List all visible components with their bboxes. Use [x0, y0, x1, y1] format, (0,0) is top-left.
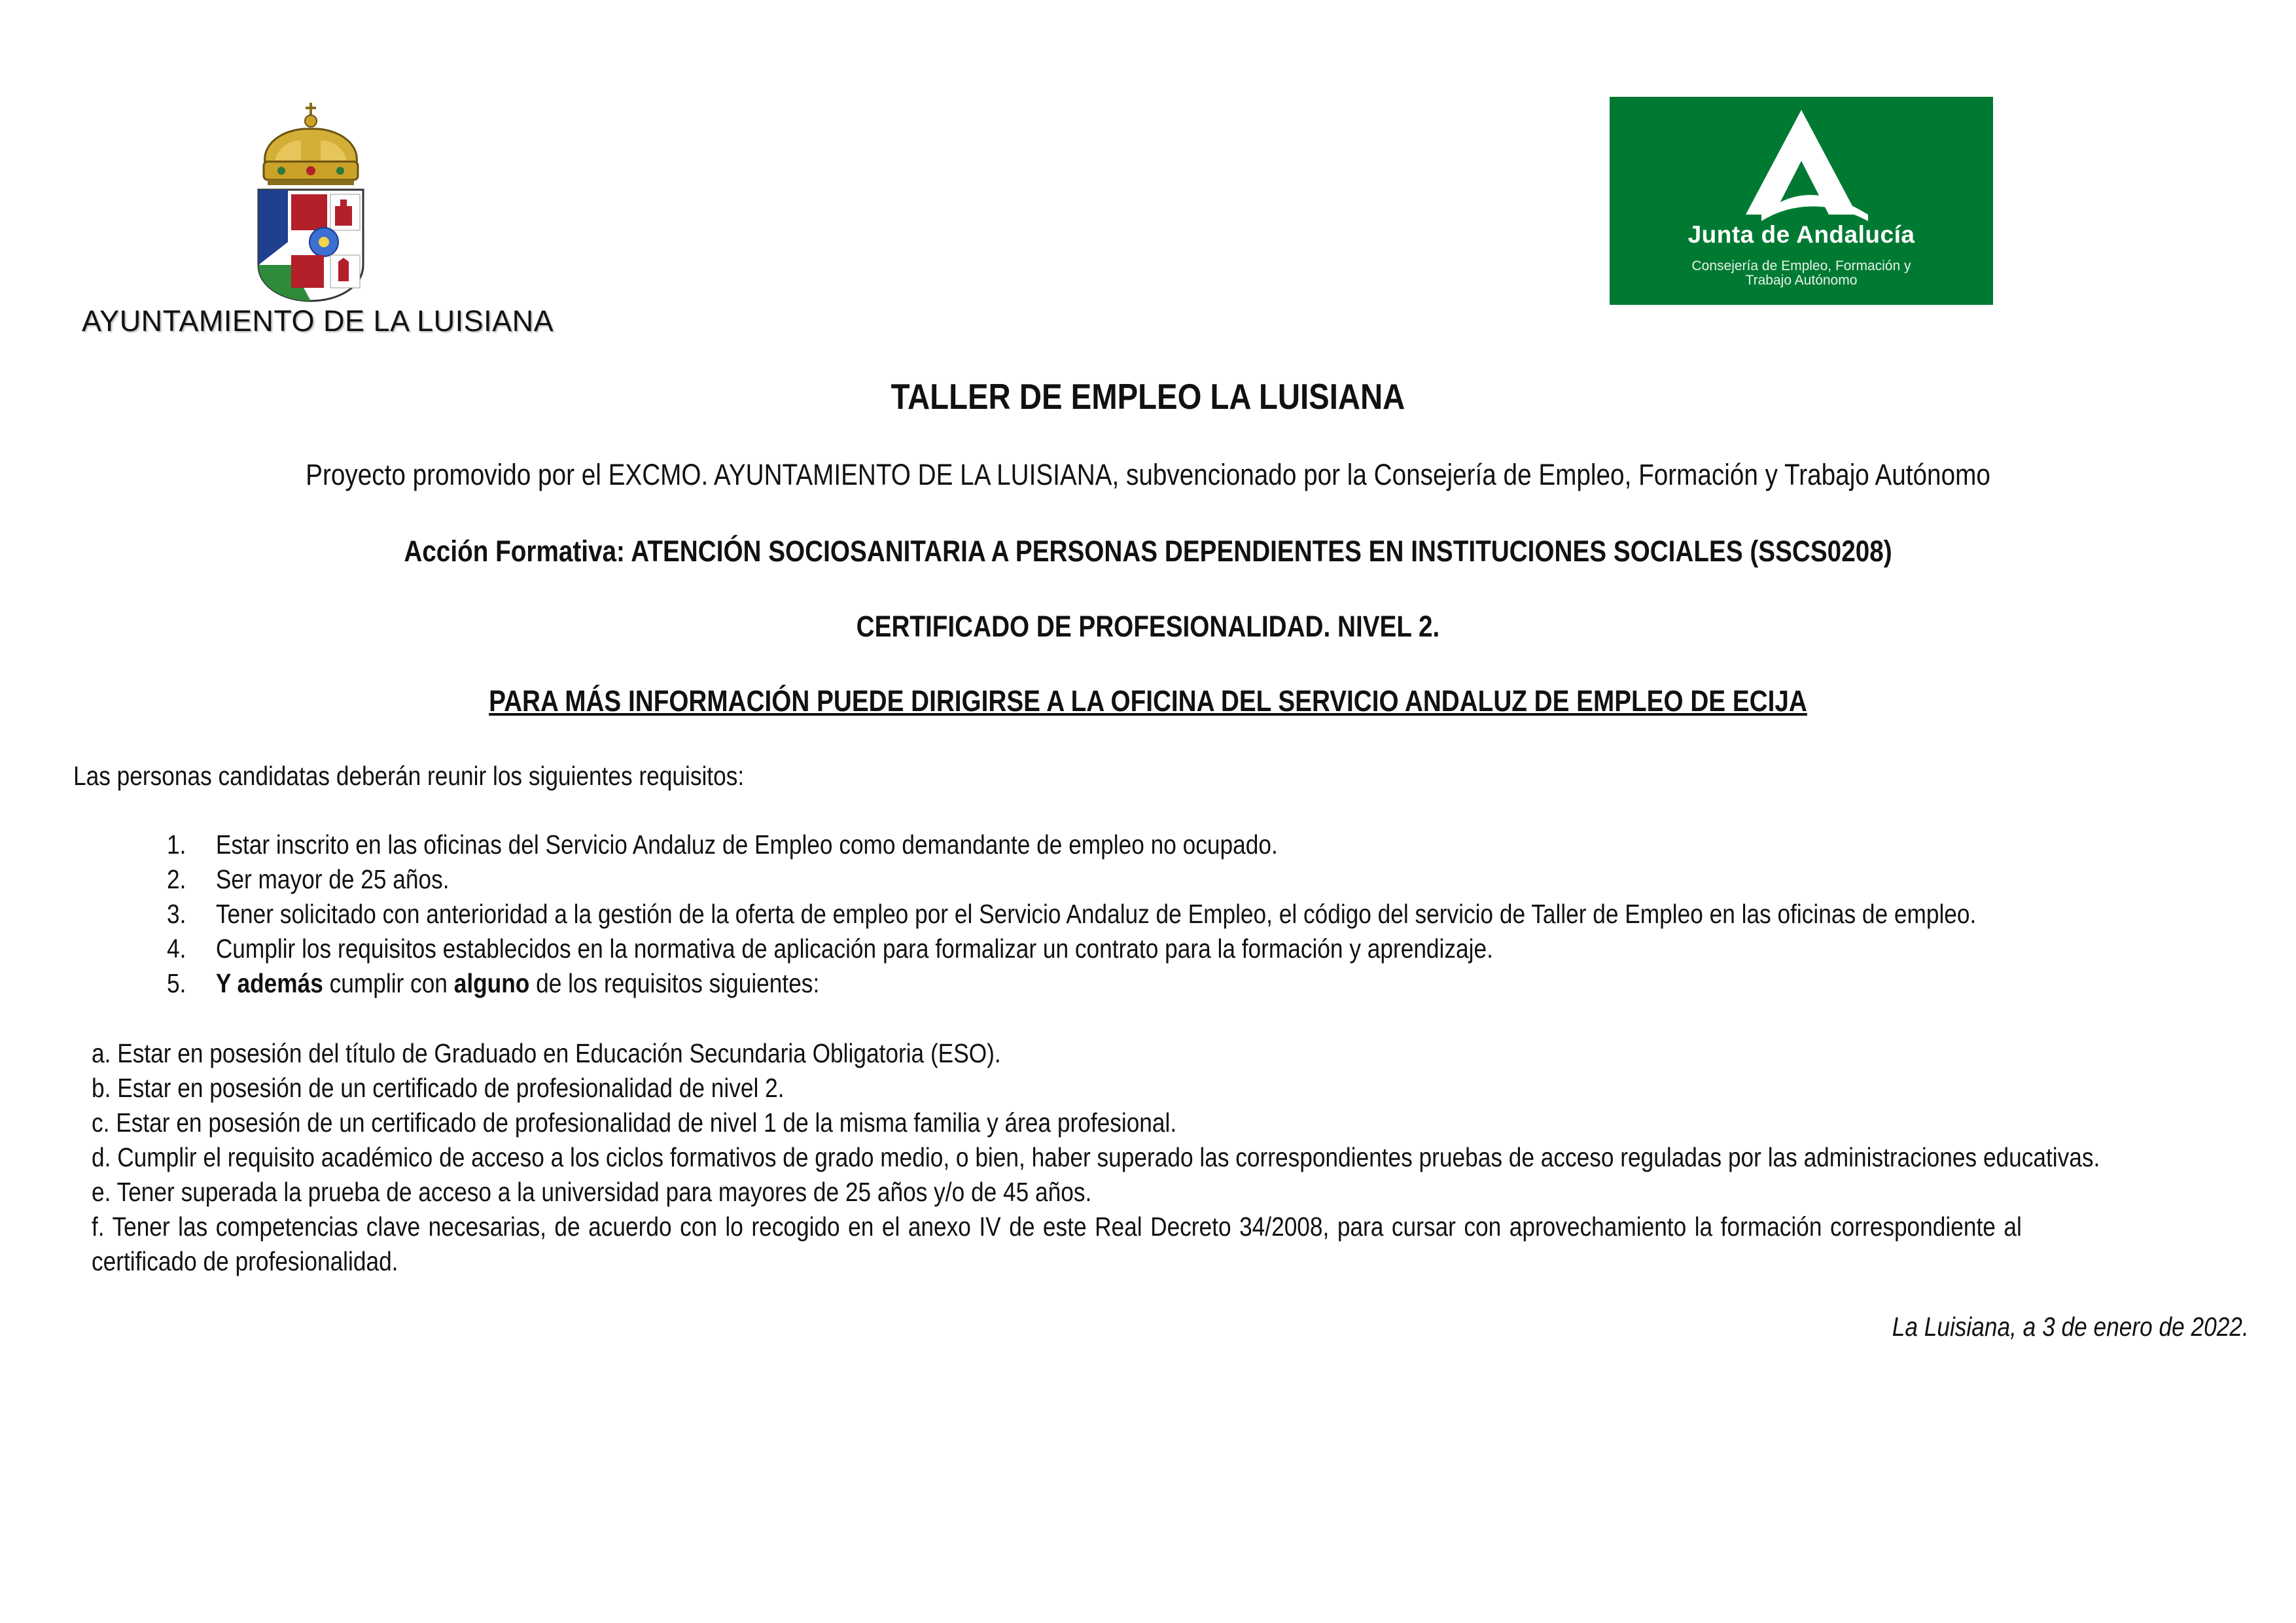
- training-action-heading: Acción Formativa: ATENCIÓN SOCIOSANITARIA A PERSONAS DEPENDIENTES EN INSTITUCIONES SOCIALES (SSCS0208): [404, 534, 1892, 568]
- list-item: [167, 899, 1976, 934]
- sub-requirement-item: b. Estar en posesión de un certificado de profesionalidad de nivel 2.: [92, 1073, 785, 1103]
- list-item-text: Ser mayor de 25 años.: [215, 864, 450, 894]
- list-item-text: cumplir con: [323, 968, 454, 998]
- list-item-text: Cumplir los requisitos establecidos en la normativa de aplicación para formalizar un contrato para la formación y aprendizaje.: [215, 934, 1493, 964]
- list-item-number: 1.: [167, 829, 186, 860]
- list-item-number: 2.: [167, 864, 186, 894]
- crown-icon: [264, 103, 358, 185]
- list-item: [167, 829, 1976, 864]
- list-item-emphasis: Y además: [215, 968, 323, 998]
- list-item-text: Estar inscrito en las oficinas del Servicio Andaluz de Empleo como demandante de empleo no ocupado.: [215, 829, 1278, 860]
- requirements-list: [167, 829, 1976, 1003]
- promoted-by-text: Proyecto promovido por el EXCMO. AYUNTAMIENTO DE LA LUISIANA, subvencionado por la Consejería de Empleo, Formación y Trabajo Autónomo: [306, 458, 1990, 491]
- council-name: AYUNTAMIENTO DE LA LUISIANA: [82, 304, 554, 338]
- junta-subtitle-line-1: Consejería de Empleo, Formación y: [1691, 258, 1911, 273]
- junta-de-andalucia-logo: [1610, 97, 1993, 305]
- sub-requirement-item: a. Estar en posesión del título de Graduado en Educación Secundaria Obligatoria (ESO).: [92, 1038, 1001, 1068]
- list-item: [167, 968, 1976, 1003]
- junta-subtitle: [1610, 259, 1993, 288]
- sub-requirements-list: [92, 1036, 2100, 1279]
- list-item-number: 5.: [167, 968, 186, 998]
- page-title: TALLER DE EMPLEO LA LUISIANA: [891, 376, 1405, 417]
- list-item: [167, 934, 1976, 968]
- requirements-intro: Las personas candidatas deberán reunir los siguientes requisitos:: [73, 761, 745, 791]
- info-notice: PARA MÁS INFORMACIÓN PUEDE DIRIGIRSE A LA OFICINA DEL SERVICIO ANDALUZ DE EMPLEO DE ECIJA: [489, 684, 1807, 718]
- municipal-coat-of-arms-icon: [252, 101, 370, 304]
- junta-subtitle-line-2: Trabajo Autónomo: [1745, 273, 1858, 288]
- sub-requirement-item: e. Tener superada la prueba de acceso a la universidad para mayores de 25 años y/o de 45 años.: [92, 1177, 1092, 1207]
- list-item: [167, 864, 1976, 899]
- junta-a-mark-icon: [1610, 97, 1993, 221]
- shield-icon: [258, 190, 363, 301]
- list-item-text: de los requisitos siguientes:: [529, 968, 820, 998]
- date-signature-line: La Luisiana, a 3 de enero de 2022.: [1892, 1312, 2249, 1342]
- sub-requirement-item: d. Cumplir el requisito académico de acceso a los ciclos formativos de grado medio, o bien, haber superado las correspondientes pruebas de acceso reguladas por las administraciones educativas.: [92, 1142, 2100, 1172]
- sub-requirement-item: f. Tener las competencias clave necesarias, de acuerdo con lo recogido en el anexo IV de este Real Decreto 34/2008, para cursar con aprovechamiento la formación correspondiente al certificado de profesionalidad.: [92, 1212, 2022, 1276]
- junta-name: Junta de Andalucía: [1687, 221, 1915, 248]
- list-item-number: 4.: [167, 934, 186, 964]
- sub-requirement-item: c. Estar en posesión de un certificado de profesionalidad de nivel 1 de la misma familia y área profesional.: [92, 1108, 1177, 1138]
- list-item-emphasis: alguno: [453, 968, 530, 998]
- list-item-text: Tener solicitado con anterioridad a la gestión de la oferta de empleo por el Servicio Andaluz de Empleo, el código del servicio de Taller de Empleo en las oficinas de empleo.: [215, 899, 1977, 929]
- list-item-number: 3.: [167, 899, 186, 929]
- certificate-heading: CERTIFICADO DE PROFESIONALIDAD. NIVEL 2.: [856, 610, 1440, 643]
